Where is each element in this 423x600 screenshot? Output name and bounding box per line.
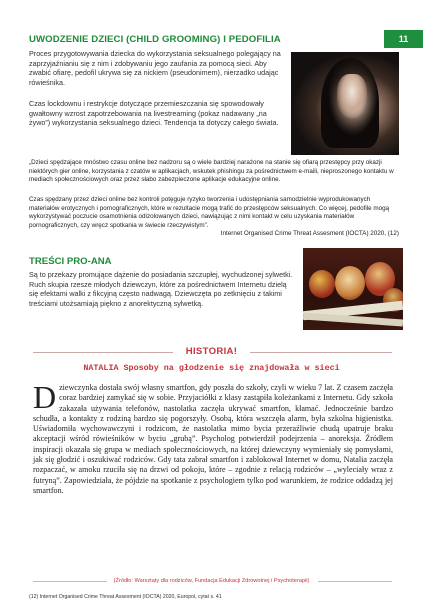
photo-girl-with-phone (291, 52, 399, 155)
grooming-paragraph-2: Czas lockdownu i restrykcje dotyczące przemieszczania się spowodowały gwałtowny wzrost zapotrzebowania na livestreaming (pokaz nadawany „na żywo”) wykorzystania seksualnego dzieci. Tendencja ta dotyczy całego świata. (29, 99, 279, 128)
iocta-quote-part1: „Dzieci spędzające mnóstwo czasu online bez nadzoru są o wiele bardziej narażone na stanie się ofiarą przestępcy przy okazji niektórych gier online, korzystania z czatów w aplikacjach, wskutek phishingu za pośrednictwem e-maili, nieproszonego kontaktu w mediach społecznościowych oraz przez słabo zabezpieczone aplikacje edukacyjne online. (29, 159, 394, 184)
story-banner: HISTORIA! (185, 346, 238, 357)
photo-apples-measuring-tape (303, 248, 403, 330)
grooming-paragraph-1: Proces przygotowywania dziecka do wykorzystania seksualnego polegający na zaprzyjaźnianiu się z nim i zdobywaniu jego zaufania za pomocą sieci. Aby zwabić ofiarę, pedofil ukrywa się za nickiem (pseudonimem), nierzadko udając rówieśnika. (29, 49, 281, 87)
iocta-quote-source: Internet Organised Crime Threat Assesment (IOCTA) 2020, (12) (220, 230, 399, 237)
story-title: NATALIA Sposoby na głodzenie się znajdowała w sieci (83, 363, 340, 373)
section-heading-pro-ana: TREŚCI PRO-ANA (29, 256, 112, 267)
story-dropcap: D (33, 379, 57, 415)
page-number-badge: 11 (384, 30, 423, 48)
pro-ana-paragraph: Są to przekazy promujące dążenie do posiadania szczupłej, wychudzonej sylwetki. Ruch skupia rzesze młodych dziewczyn, które za pośrednictwem Internetu dzielą się efektami walki z fikcyjną często nadwagą. Dziewczęta po zetknięciu z takimi treściami utożsamiają piękno z anorektyczną sylwetką. (29, 270, 293, 308)
iocta-quote-part2: Czas spędzany przez dzieci online bez kontroli potęguje ryzyko tworzenia i udostępniania samodzielnie wyprodukowanych materiałów erotycznych i pornograficznych, które w rezultacie mogą trafić do przestępców seksualnych. Co więcej, pedofile mogą wykorzystywać poczucie osamotnienia odizolowanych dzieci, nawiązując z nimi kontakt w celu uzyskania materiałów pornograficznych, czy wręcz spotkania w świecie rzeczywistym”. (29, 196, 390, 229)
section-heading-grooming: UWODZENIE DZIECI (CHILD GROOMING) I PEDOFILIA (29, 34, 281, 45)
story-source: (Źródło: Warsztaty dla rodziców, Fundacja Edukacji Zdrowotnej i Psychoterapii) (113, 578, 310, 584)
story-body (33, 379, 393, 496)
footnote: (12) Internet Organised Crime Threat Assesment (IOCTA) 2020, Europol, cytat s. 41 (29, 594, 222, 600)
story-text: ziewczynka dostała swój własny smartfon, gdy poszła do szkoły, czyli w wieku 7 lat. Z czasem zaczęła coraz bardziej zamykać się w sobie. Przyjaciółki z klasy zastąpiła koleżankami z Internetu. Gdy szkoła zakazała używania telefonów, nastolatka zaczęła ukrywać smartfon, kłamać. Jednocześnie bardzo schudła, a kontakty z rodziną bardzo się pogorszyły. Osobą, która wszczęła alarm, była szkolna higienistka. Uświadomiła wychowawczyni i rodzicom, że nastolatka mimo bycia przeraźliwie chudą upatruje braku akceptacji wśród rówieśników w byciu „grubą”. Psycholog potwierdził podejrzenia – anoreksja. Źródłem inspiracji okazała się grupa w mediach społecznościowych, na której dziewczyny wymieniały się pomysłami, jak się głodzić i oszukiwać rodziców. Gdy tata zabrał smartfon i zablokował Internet w domu, Natalia zaczęła rozpaczać, w amoku rzuciła się na drzwi od pokoju, które – zgodnie z relacją rodziców – „wyleciały wraz z futryną”. Zapowiedziała, że pójdzie na spotkanie z psychologiem tylko pod warunkiem, że rodzice oddadzą jej smartfon. (33, 383, 393, 495)
